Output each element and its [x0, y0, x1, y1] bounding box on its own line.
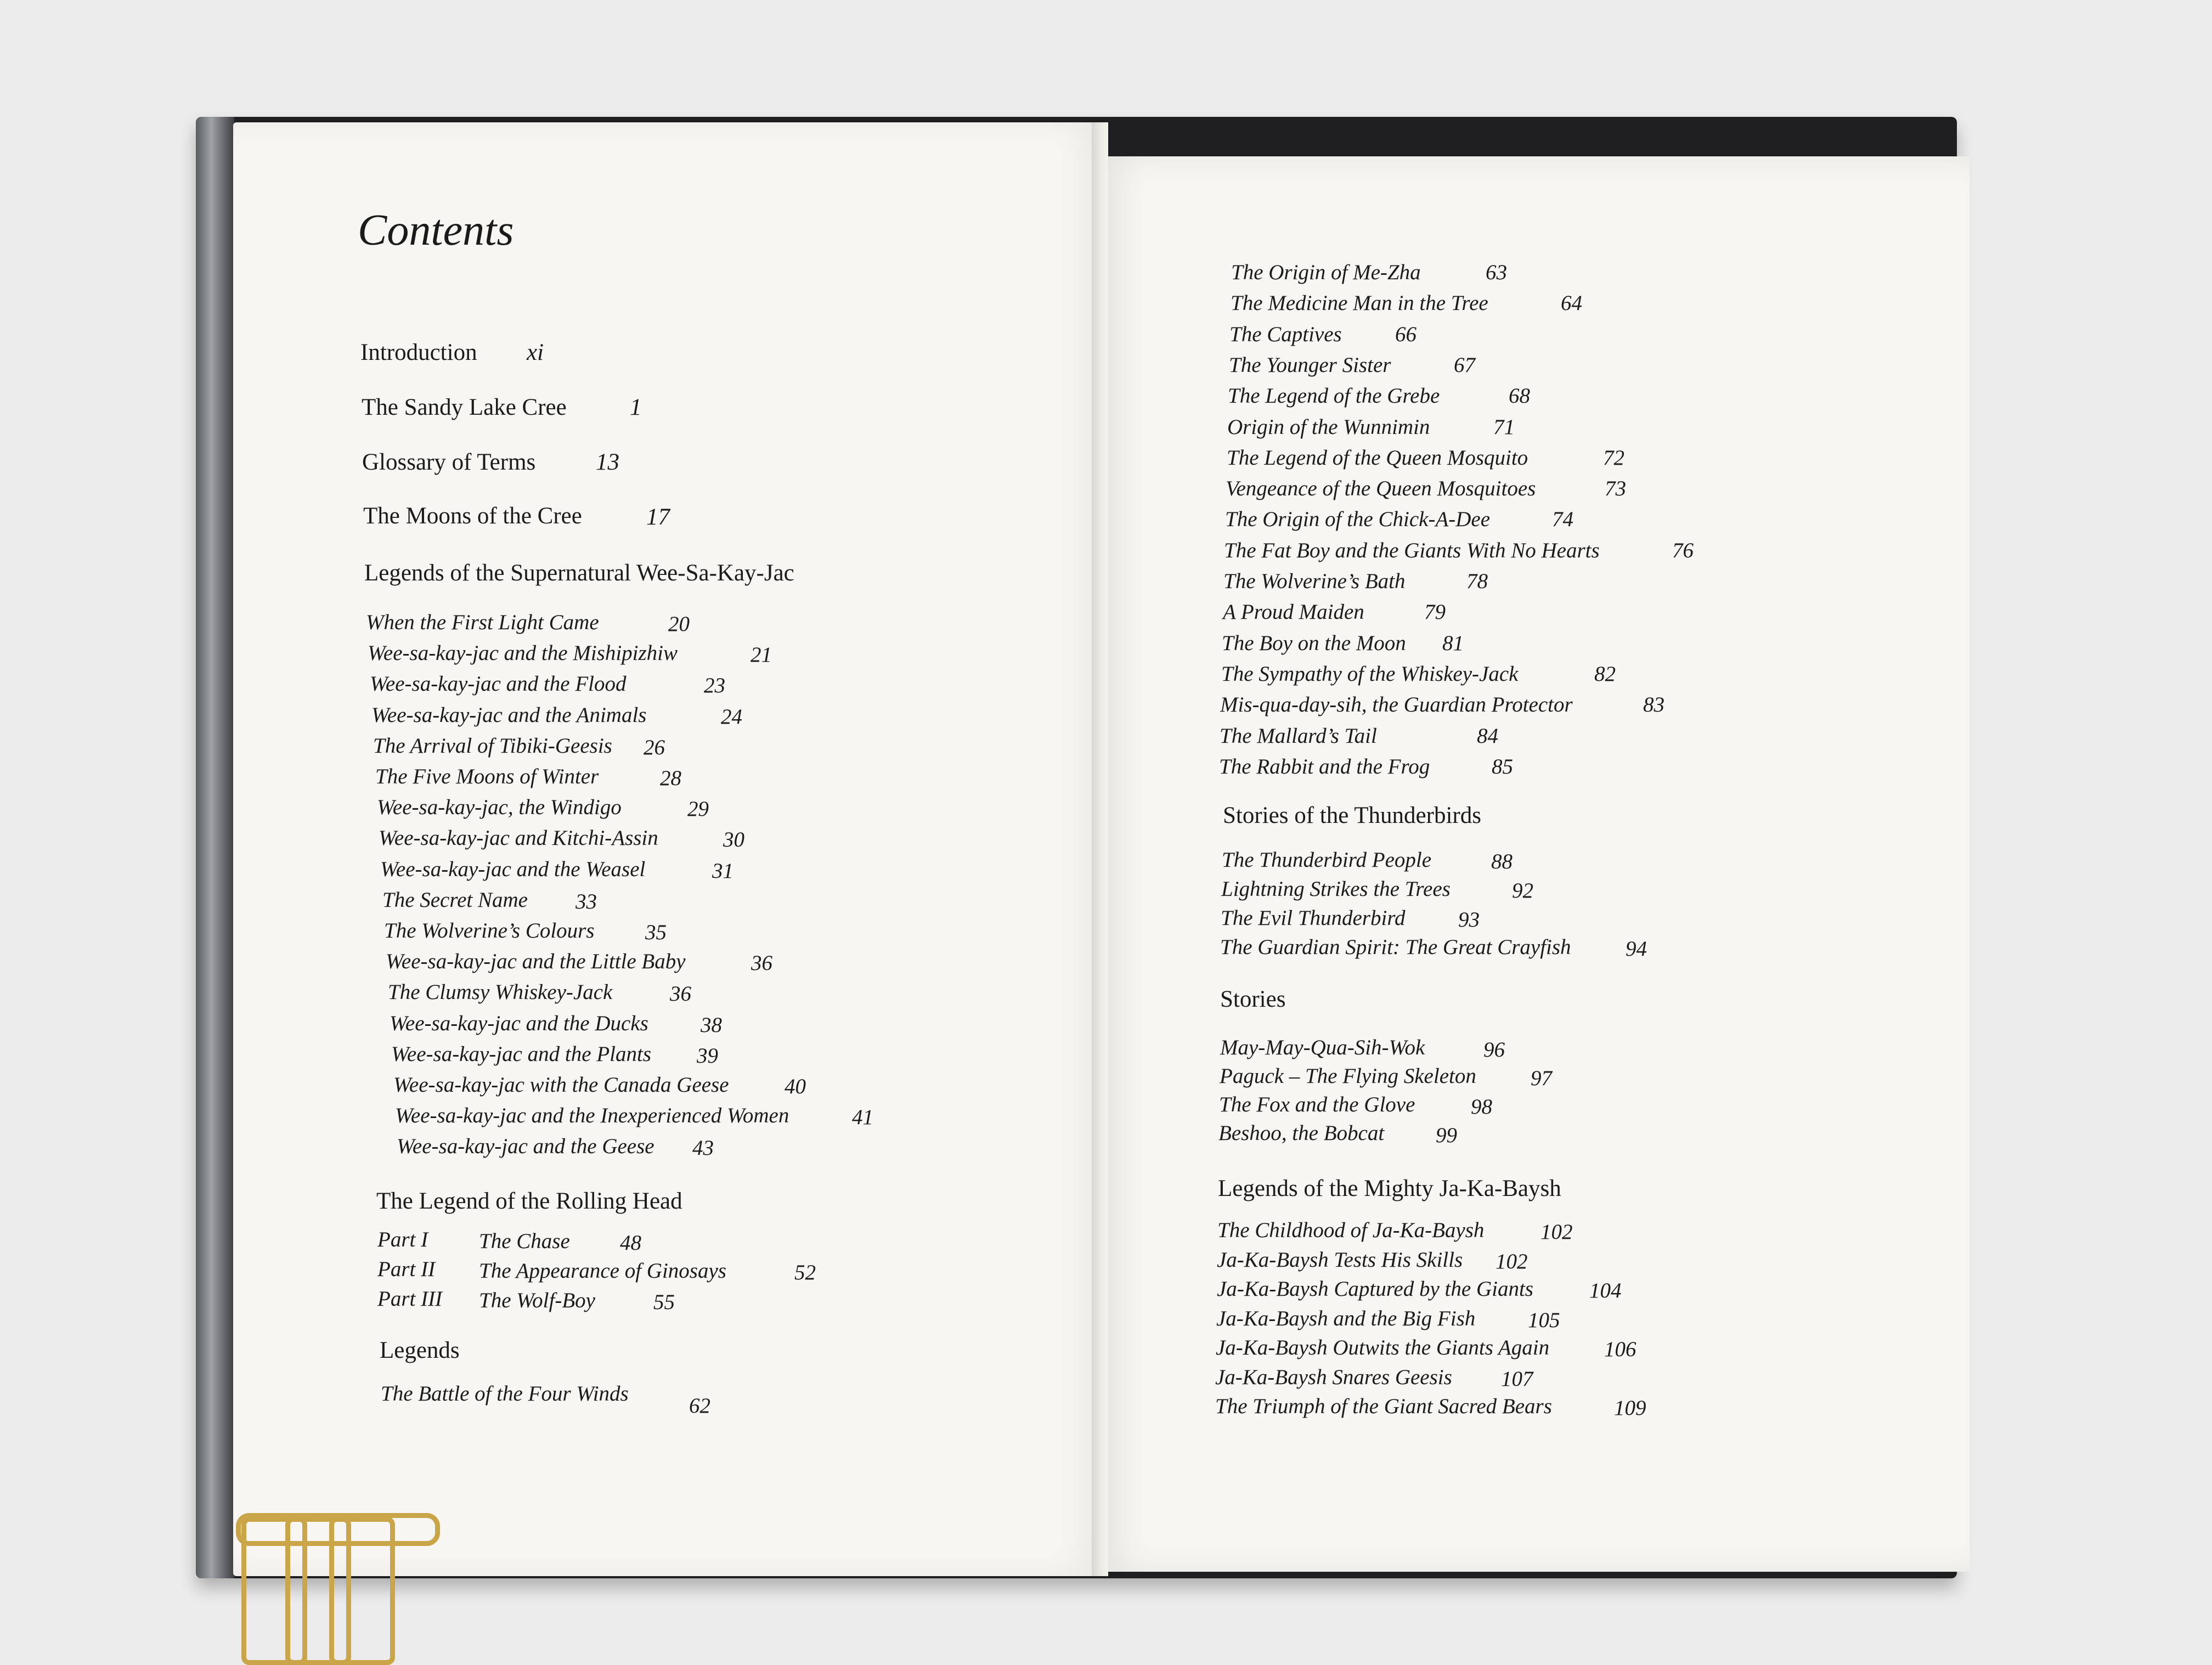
toc-entry-page: 39: [697, 1043, 718, 1068]
toc-entry-title: The Legend of the Grebe: [1228, 384, 1440, 408]
toc-part-label: Part II: [377, 1257, 436, 1281]
toc-entry-page: 71: [1493, 415, 1515, 439]
toc-entry-title: The Chase: [479, 1229, 570, 1253]
section-heading: The Legend of the Rolling Head: [376, 1188, 682, 1214]
toc-entry-page: 97: [1531, 1066, 1552, 1090]
section-heading: Legends of the Supernatural Wee-Sa-Kay-Jac: [364, 560, 794, 586]
toc-entry-page: 93: [1458, 908, 1480, 932]
toc-entry-title: The Fat Boy and the Giants With No Hearts: [1224, 538, 1600, 562]
toc-entry-page: 105: [1528, 1308, 1560, 1332]
toc-entry-title: The Fox and the Glove: [1219, 1093, 1415, 1116]
toc-entry-title: The Legend of the Queen Mosquito: [1227, 445, 1528, 470]
toc-entry-page: 1: [630, 394, 642, 420]
toc-entry-title: The Battle of the Four Winds: [381, 1382, 629, 1406]
toc-title: Contents: [358, 206, 514, 255]
toc-entry-title: The Captives: [1229, 322, 1342, 346]
toc-entry-title: Wee-sa-kay-jac and the Flood: [370, 672, 627, 696]
toc-entry-title: Wee-sa-kay-jac and the Geese: [397, 1135, 654, 1159]
toc-entry-page: 102: [1496, 1249, 1528, 1273]
toc-entry-title: Lightning Strikes the Trees: [1221, 877, 1451, 901]
toc-entry-title: The Triumph of the Giant Sacred Bears: [1215, 1395, 1552, 1418]
toc-entry-title: The Moons of the Cree: [363, 503, 582, 529]
section-heading: Stories of the Thunderbirds: [1223, 803, 1481, 828]
toc-entry-page: 43: [692, 1136, 714, 1160]
toc-part-label: Part I: [377, 1228, 428, 1251]
toc-entry-page: 62: [689, 1394, 710, 1418]
toc-entry-page: 13: [596, 449, 619, 475]
toc-entry-title: Vengeance of the Queen Mosquitoes: [1226, 477, 1536, 501]
toc-entry-page: 106: [1604, 1337, 1637, 1361]
toc-entry-page: 102: [1541, 1220, 1573, 1244]
toc-entry-title: Beshoo, the Bobcat: [1218, 1121, 1385, 1145]
toc-entry-title: Paguck – The Flying Skeleton: [1220, 1064, 1476, 1088]
toc-entry-page: 88: [1491, 850, 1513, 873]
toc-entry-page: 79: [1424, 600, 1446, 624]
toc-entry-page: 85: [1492, 754, 1513, 778]
toc-entry-page: 30: [723, 828, 744, 852]
toc-entry-page: 55: [653, 1290, 675, 1314]
toc-entry-title: The Secret Name: [382, 888, 528, 912]
toc-entry-page: 98: [1471, 1095, 1492, 1119]
toc-entry-title: Wee-sa-kay-jac and the Ducks: [390, 1011, 648, 1035]
toc-entry-page: 36: [670, 982, 691, 1006]
section-heading: Legends: [380, 1337, 460, 1363]
toc-entry-page: 99: [1436, 1124, 1457, 1147]
section-heading: Legends of the Mighty Ja-Ka-Baysh: [1218, 1176, 1561, 1201]
toc-entry-page: 83: [1643, 693, 1664, 717]
toc-entry-page: 73: [1605, 477, 1626, 501]
toc-entry-title: A Proud Maiden: [1223, 600, 1364, 624]
toc-entry-page: 35: [645, 921, 667, 944]
toc-entry-title: The Wolverine’s Bath: [1223, 569, 1406, 593]
toc-entry-title: The Rabbit and the Frog: [1219, 754, 1430, 778]
toc-entry-page: xi: [527, 340, 544, 365]
toc-entry-page: 104: [1589, 1279, 1622, 1302]
toc-entry-title: Glossary of Terms: [362, 449, 536, 475]
toc-entry-title: The Guardian Spirit: The Great Crayfish: [1220, 935, 1571, 959]
toc-entry-page: 24: [721, 704, 742, 729]
toc-entry-title: The Wolverine’s Colours: [384, 919, 595, 942]
toc-entry-page: 84: [1477, 724, 1498, 748]
toc-entry-title: The Sandy Lake Cree: [362, 394, 567, 420]
toc-entry-title: Wee-sa-kay-jac and the Weasel: [380, 857, 646, 881]
toc-entry-title: The Arrival of Tibiki-Geesis: [373, 733, 612, 758]
toc-entry-page: 74: [1552, 507, 1573, 532]
toc-entry-title: The Origin of the Chick-A-Dee: [1225, 507, 1491, 532]
cover-sheen: [196, 117, 234, 1578]
book-gutter: [1092, 122, 1108, 1576]
toc-entry-title: The Wolf-Boy: [479, 1289, 595, 1312]
toc-entry-page: 23: [704, 674, 725, 698]
toc-entry-page: 21: [751, 643, 772, 667]
toc-entry-page: 28: [660, 766, 681, 790]
toc-entry-page: 68: [1509, 384, 1530, 408]
toc-entry-page: 92: [1512, 879, 1533, 902]
toc-entry-title: Wee-sa-kay-jac with the Canada Geese: [393, 1073, 729, 1097]
section-heading: Stories: [1220, 986, 1286, 1012]
toc-entry-title: Wee-sa-kay-jac and Kitchi-Assin: [379, 826, 658, 850]
toc-entry-page: 72: [1603, 445, 1624, 470]
toc-entry-title: Wee-sa-kay-jac and the Inexperienced Women: [395, 1104, 789, 1128]
toc-entry-page: 94: [1626, 937, 1647, 961]
toc-entry-page: 20: [668, 612, 690, 636]
toc-entry-page: 26: [644, 735, 665, 759]
toc-entry-title: The Evil Thunderbird: [1221, 906, 1406, 930]
toc-entry-title: The Five Moons of Winter: [375, 765, 599, 788]
toc-entry-page: 29: [687, 797, 709, 821]
toc-entry-page: 40: [785, 1075, 806, 1098]
toc-entry-page: 78: [1466, 569, 1488, 593]
book-clip-bar: [236, 1513, 440, 1546]
toc-entry-title: Ja-Ka-Baysh and the Big Fish: [1216, 1306, 1476, 1330]
toc-entry-title: The Childhood of Ja-Ka-Baysh: [1217, 1218, 1485, 1242]
toc-entry-page: 38: [701, 1013, 722, 1037]
toc-entry-title: Ja-Ka-Baysh Snares Geesis: [1215, 1365, 1452, 1389]
toc-entry-page: 82: [1594, 662, 1616, 686]
toc-entry-page: 96: [1483, 1038, 1505, 1062]
toc-entry-title: Wee-sa-kay-jac and the Mishipizhiw: [368, 641, 678, 665]
toc-entry-page: 48: [620, 1231, 641, 1255]
toc-entry-title: Wee-sa-kay-jac and the Plants: [391, 1042, 651, 1066]
toc-entry-title: Wee-sa-kay-jac and the Little Baby: [386, 950, 686, 974]
toc-entry-title: The Appearance of Ginosays: [479, 1259, 726, 1283]
toc-entry-page: 76: [1672, 538, 1694, 562]
toc-entry-title: Wee-sa-kay-jac and the Animals: [371, 703, 647, 727]
toc-part-label: Part III: [377, 1287, 443, 1311]
toc-entry-page: 41: [852, 1105, 873, 1130]
toc-entry-page: 66: [1395, 322, 1417, 346]
toc-entry-title: The Origin of Me-Zha: [1231, 261, 1421, 284]
toc-entry-title: Ja-Ka-Baysh Outwits the Giants Again: [1216, 1336, 1550, 1359]
toc-entry-page: 33: [575, 889, 597, 913]
toc-entry-title: The Clumsy Whiskey-Jack: [388, 980, 613, 1004]
toc-entry-title: Introduction: [360, 340, 477, 365]
toc-entry-title: The Thunderbird People: [1222, 848, 1432, 872]
toc-entry-title: Wee-sa-kay-jac, the Windigo: [377, 795, 622, 820]
toc-entry-title: Ja-Ka-Baysh Captured by the Giants: [1217, 1277, 1533, 1301]
toc-entry-page: 81: [1442, 631, 1464, 655]
toc-entry-title: Ja-Ka-Baysh Tests His Skills: [1217, 1248, 1463, 1272]
toc-entry-title: The Medicine Man in the Tree: [1231, 291, 1488, 315]
toc-entry-page: 52: [794, 1261, 816, 1284]
toc-entry-page: 67: [1454, 353, 1475, 377]
toc-entry-title: The Boy on the Moon: [1222, 631, 1406, 655]
toc-entry-page: 107: [1501, 1367, 1533, 1391]
toc-entry-title: The Younger Sister: [1229, 353, 1391, 377]
toc-entry-page: 64: [1561, 291, 1582, 315]
toc-entry-title: When the First Light Came: [366, 611, 599, 634]
toc-entry-title: The Sympathy of the Whiskey-Jack: [1221, 662, 1519, 686]
toc-entry-page: 17: [646, 504, 670, 530]
toc-entry-page: 31: [712, 859, 733, 883]
toc-entry-title: Mis-qua-day-sih, the Guardian Protector: [1220, 693, 1573, 717]
toc-entry-title: May-May-Qua-Sih-Wok: [1220, 1036, 1425, 1059]
toc-entry-title: Origin of the Wunnimin: [1227, 415, 1430, 439]
toc-entry-title: The Mallard’s Tail: [1220, 724, 1377, 748]
toc-entry-page: 109: [1614, 1396, 1646, 1420]
toc-entry-page: 36: [751, 951, 772, 975]
toc-entry-page: 63: [1486, 261, 1507, 284]
